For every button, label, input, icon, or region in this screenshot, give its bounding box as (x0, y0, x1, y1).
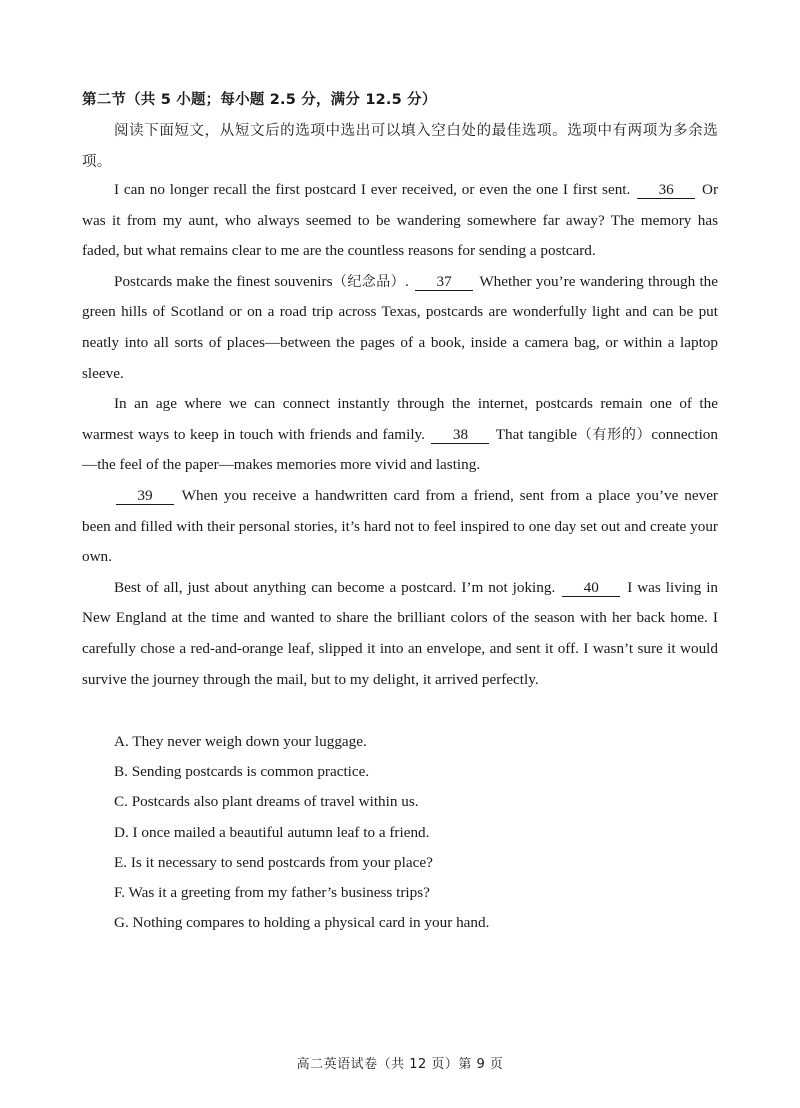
blank-36: 36 (637, 181, 695, 199)
section-title: 第二节（共 5 小题；每小题 2.5 分，满分 12.5 分） (82, 92, 437, 108)
paragraph-text: When you receive a handwritten card from a friend, sent from a place you’ve never been and filled with their personal stories, it’s hard not to feel inspired to one day set out and create your own. (82, 486, 718, 566)
option-e: E. Is it necessary to send postcards from your place? (114, 853, 433, 871)
option-b: B. Sending postcards is common practice. (114, 763, 370, 781)
passage (82, 175, 718, 695)
option-a: A. They never weigh down your luggage. (114, 733, 367, 750)
paragraph-2 (82, 267, 718, 389)
page-footer: 高二英语试卷（共 12 页）第 9 页 (296, 1057, 504, 1072)
paragraph-text: I was living in New England at the time and wanted to share the brilliant colors of the season with her back home. I carefully chose a red-and-orange leaf, slipped it into an envelope, and sent it off. I wasn’t sure it would survive the journey through the mail, but to my delight, it arrived perfectly. (82, 578, 719, 688)
paragraph-text: That tangible (495, 425, 578, 443)
paragraph-4 (82, 481, 718, 573)
blank-40: 40 (562, 579, 620, 597)
paragraph-text: Best of all, just about anything can become a postcard. I’m not joking. (114, 578, 556, 596)
option-d: D. I once mailed a beautiful autumn leaf to a friend. (114, 823, 430, 841)
options-list (114, 727, 489, 938)
option-c: C. Postcards also plant dreams of travel within us. (114, 793, 419, 811)
paragraph-text: Whether you’re wandering through the green hills of Scotland or on a road trip across Texas, postcards are wonderfully light and can be put neatly into all sorts of places—between the pages of a book, inside a camera bag, or within a laptop sleeve. (82, 272, 719, 382)
paragraph-text: Or was it from my aunt, who always seemed to be wandering somewhere far away? The memory has faded, but what remains clear to me are the countless reasons for sending a postcard. (82, 181, 719, 260)
paragraph-text: . (405, 272, 409, 290)
paragraph-5 (82, 573, 718, 695)
option-f: F. Was it a greeting from my father’s business trips? (114, 884, 430, 902)
chinese-gloss: （有形的） (577, 426, 652, 443)
blank-39: 39 (116, 487, 174, 505)
paragraph-text: Postcards make the finest souvenirs (114, 272, 333, 290)
blank-38: 38 (431, 426, 489, 444)
option-g: G. Nothing compares to holding a physical card in your hand. (114, 914, 490, 932)
paragraph-text: In an age where we can connect instantly through the internet, postcards remain one of the warmest ways to keep in touch with friends and family. (82, 395, 718, 443)
paragraph-3 (82, 389, 718, 481)
paragraph-text: I can no longer recall the first postcard I ever received, or even the one I first sent. (114, 181, 631, 198)
paragraph-text: connection—the feel of the paper—makes memories more vivid and lasting. (82, 425, 718, 474)
paragraph-1 (82, 175, 718, 267)
chinese-gloss: （纪念品） (332, 273, 406, 290)
instructions: 阅读下面短文，从短文后的选项中选出可以填入空白处的最佳选项。选项中有两项为多余选项。 (82, 123, 718, 170)
blank-37: 37 (415, 273, 473, 291)
